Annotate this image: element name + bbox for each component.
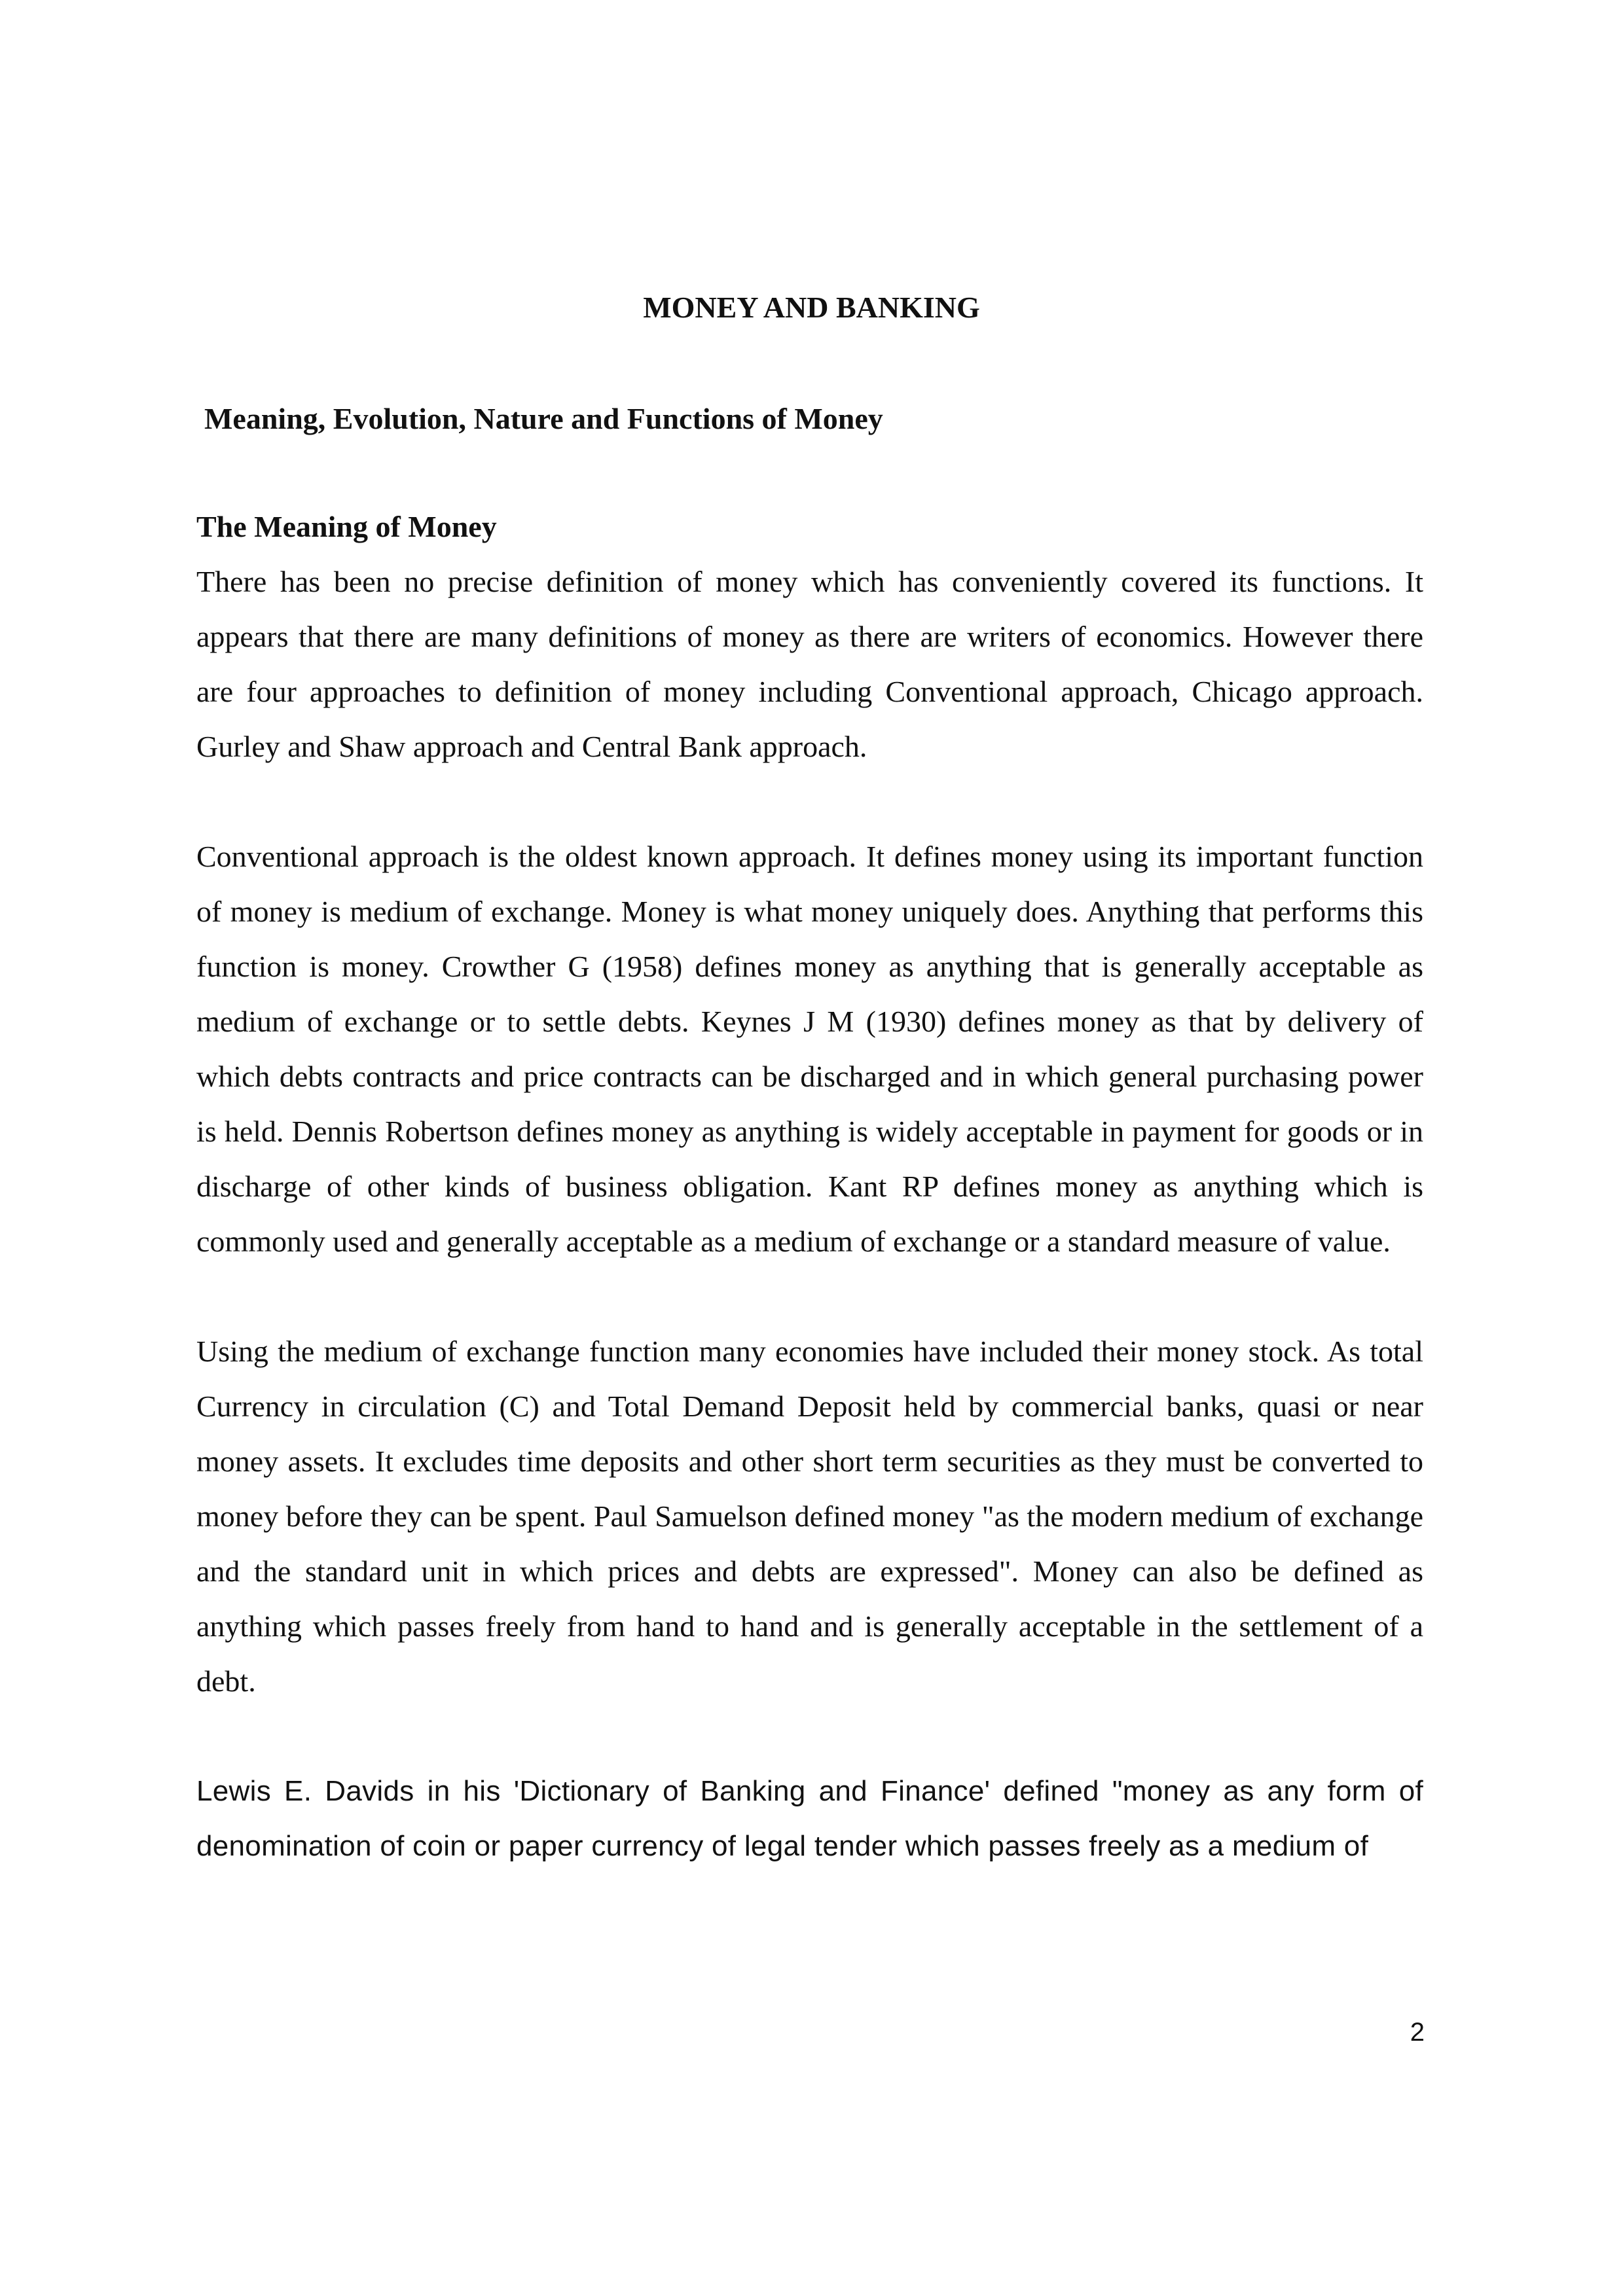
paragraph-definition-approaches: There has been no precise definition of money which has conveniently covered its functions. It appears that there are many definitions of money as there are writers of economics. However there are four approaches to definition of money including Conventional approach, Chicago approach. Gurley and Shaw approach and Central Bank approach. (196, 565, 1423, 763)
paragraph-lewis-davids: Lewis E. Davids in his 'Dictionary of Banking and Finance' defined "money as any form of denomination of coin or paper currency of legal tender which passes freely as a medium of (196, 1775, 1423, 1862)
body-text (196, 507, 1423, 1929)
paragraph-conventional-approach: Conventional approach is the oldest known approach. It defines money using its important function of money is medium of exchange. Money is what money uniquely does. Anything that performs this function is money. Crowther G (1958) defines money as anything that is generally acceptable as medium of exchange or to settle debts. Keynes J M (1930) defines money as that by delivery of which debts contracts and price contracts can be discharged and in which general purchasing power is held. Dennis Robertson defines money as anything is widely acceptable in payment for goods or in discharge of other kinds of business obligation. Kant RP defines money as anything which is commonly used and generally acceptable as a medium of exchange or a standard measure of value. (196, 840, 1423, 1258)
chapter-subtitle: Meaning, Evolution, Nature and Functions of Money (204, 402, 883, 435)
section-heading: The Meaning of Money (196, 510, 497, 543)
document-title: MONEY AND BANKING (643, 291, 980, 324)
page-number: 2 (1410, 2018, 1425, 2047)
paragraph-medium-of-exchange: Using the medium of exchange function many economies have included their money stock. As total Currency in circulation (C) and Total Demand Deposit held by commercial banks, quasi or near money assets. It excludes time deposits and other short term securities as they must be converted to money before they can be spent. Paul Samuelson defined money "as the modern medium of exchange and the standard unit in which prices and debts are expressed". Money can also be defined as anything which passes freely from hand to hand and is generally acceptable in the settlement of a debt. (196, 1335, 1423, 1698)
